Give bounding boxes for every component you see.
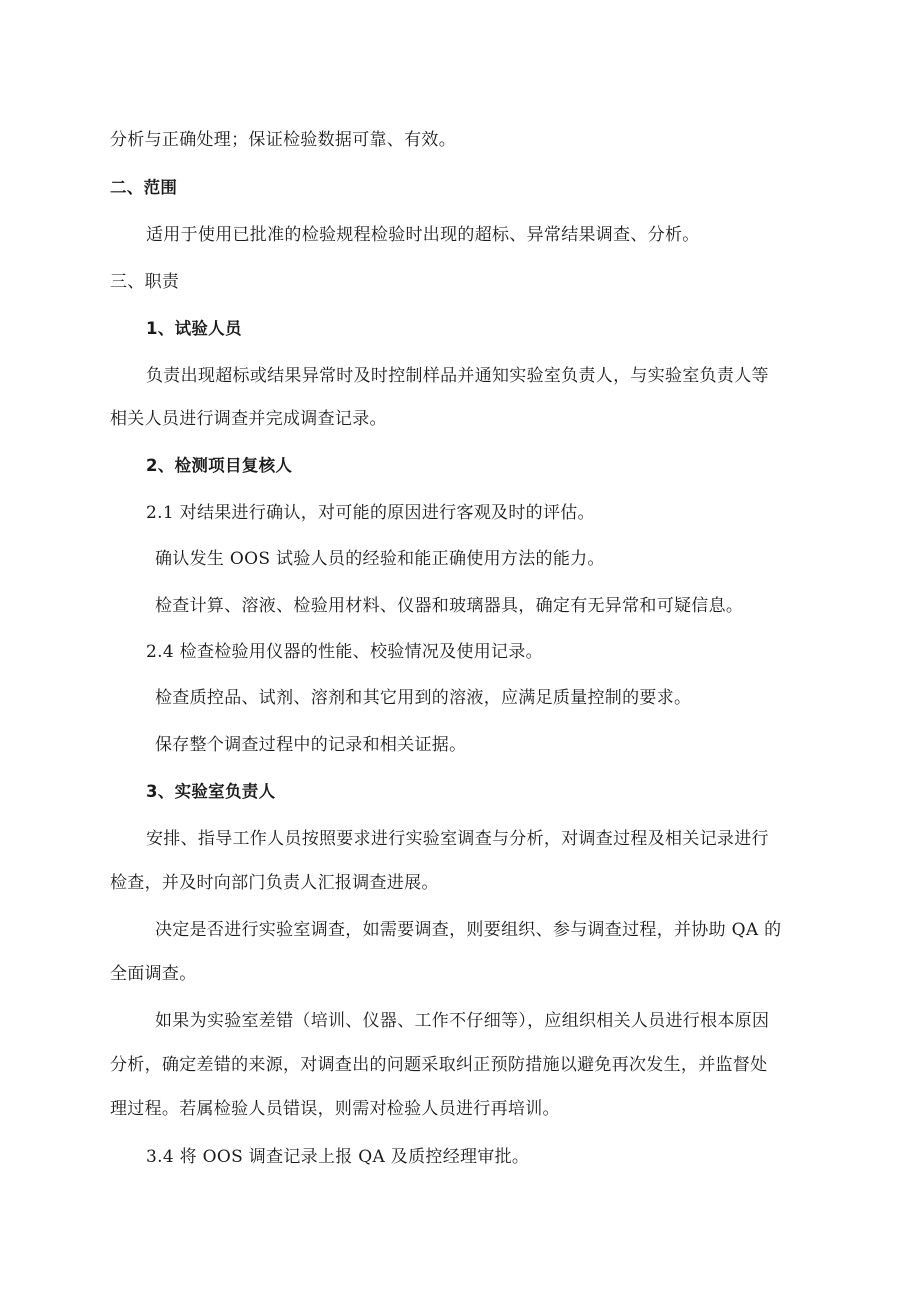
sub3-para3-line-1: 如果为实验室差错（培训、仪器、工作不仔细等），应组织相关人员进行根本原因: [155, 1011, 770, 1031]
sub2-item-2: 确认发生 OOS 试验人员的经验和能正确使用方法的能力。: [155, 549, 605, 569]
section-2-heading: 二、范围: [110, 178, 178, 197]
sub2-item-6: 保存整个调查过程中的记录和相关证据。: [155, 735, 467, 755]
intro-tail-text: 分析与正确处理；保证检验数据可靠、有效。: [110, 130, 456, 150]
sub1-heading: 1、试验人员: [146, 319, 242, 338]
sub3-para1-line-1: 安排、指导工作人员按照要求进行实验室调查与分析，对调查过程及相关记录进行: [146, 829, 769, 849]
sub3-para1-line-2: 检查，并及时向部门负责人汇报调查进展。: [110, 873, 439, 893]
sub2-item-2-1: 2.1 对结果进行确认，对可能的原因进行客观及时的评估。: [146, 503, 595, 523]
sub2-item-3: 检查计算、溶液、检验用材料、仪器和玻璃器具，确定有无异常和可疑信息。: [155, 596, 744, 616]
sub2-heading: 2、检测项目复核人: [146, 456, 293, 475]
sub3-para2-line-2: 全面调查。: [110, 964, 197, 984]
section-3-heading: 三、职责: [110, 272, 180, 292]
sub3-heading: 3、实验室负责人: [146, 782, 276, 801]
sub3-para3-line-2: 分析，确定差错的来源，对调查出的问题采取纠正预防措施以避免再次发生，并监督处: [110, 1055, 768, 1075]
sub3-para3-line-3: 理过程。若属检验人员错误，则需对检验人员进行再培训。: [110, 1099, 560, 1119]
sub1-line-2: 相关人员进行调查并完成调查记录。: [110, 409, 387, 429]
sub1-line-1: 负责出现超标或结果异常时及时控制样品并通知实验室负责人，与实验室负责人等: [146, 366, 769, 386]
sub2-item-2-4: 2.4 检查检验用仪器的性能、校验情况及使用记录。: [146, 642, 543, 662]
sub2-item-5: 检查质控品、试剂、溶剂和其它用到的溶液，应满足质量控制的要求。: [155, 688, 692, 708]
section-2-text: 适用于使用已批准的检验规程检验时出现的超标、异常结果调查、分析。: [146, 225, 700, 245]
sub3-para2-line-1: 决定是否进行实验室调查，如需要调查，则要组织、参与调查过程，并协助 QA 的: [155, 920, 782, 940]
sub3-item-3-4: 3.4 将 OOS 调查记录上报 QA 及质控经理审批。: [146, 1147, 530, 1167]
